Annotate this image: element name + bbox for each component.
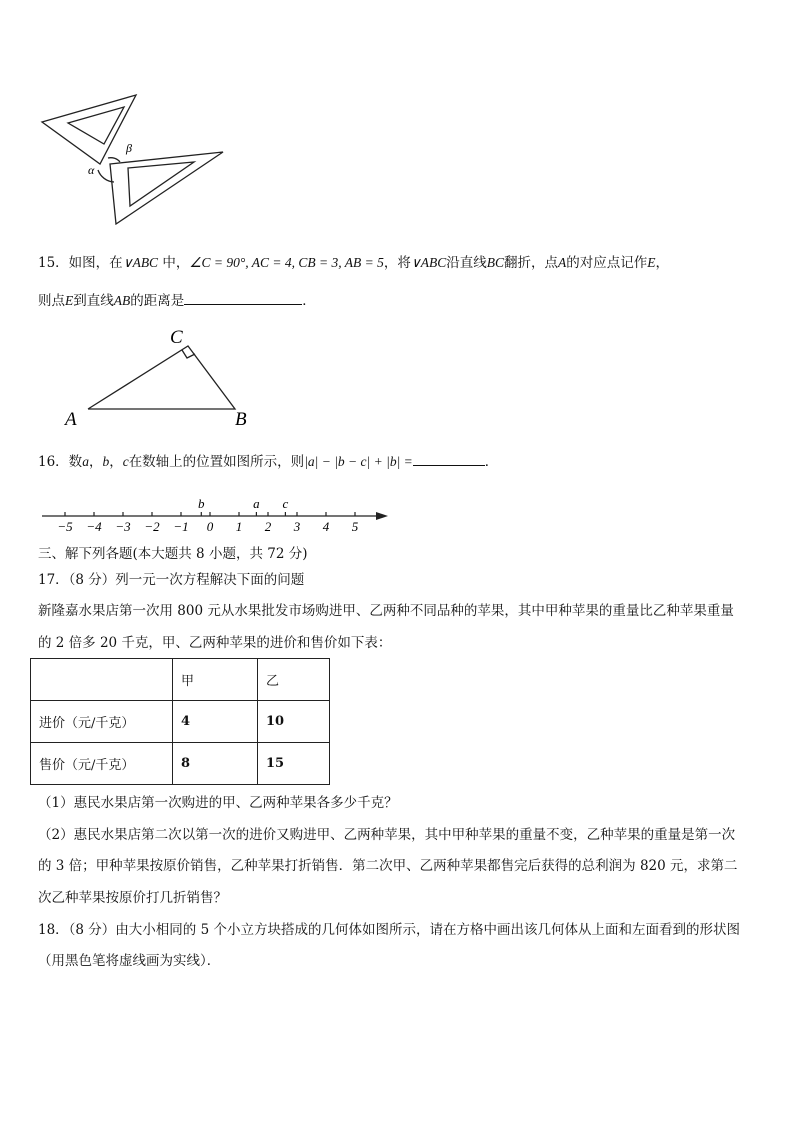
table-header-cell: 甲 <box>173 659 258 701</box>
table-header-cell: 乙 <box>258 659 330 701</box>
triangle-abc <box>88 346 235 409</box>
number-line-point-label: a <box>253 496 260 511</box>
label-b: B <box>235 409 247 430</box>
section-3-heading: 三、解下列各题(本大题共 8 小题，共 72 分) <box>38 546 308 562</box>
price-table <box>30 658 330 785</box>
table-header-cell <box>31 659 173 701</box>
number-line-tick-label: −1 <box>173 519 189 534</box>
number-line-tick-label: 2 <box>264 519 272 534</box>
number-line <box>38 495 398 535</box>
number-line-tick-label: −2 <box>144 519 160 534</box>
angle-beta-arc <box>108 158 120 162</box>
q17-sub-2-line2: 的 3 倍；甲种苹果按原价销售，乙种苹果打折销售．第二次甲、乙两种苹果都售完后获得的总利润为 820 元，求第二 <box>38 858 738 874</box>
number-line-point-label: c <box>282 496 289 511</box>
triangle-rulers-figure <box>38 88 228 228</box>
triangle-abc-figure <box>60 322 260 432</box>
q17-paragraph-1: 新隆嘉水果店第一次用 800 元从水果批发市场购进甲、乙两种不同品种的苹果，其中甲种苹果的重量比乙种苹果重量 <box>38 603 734 619</box>
q17-paragraph-2: 的 2 倍多 20 千克，甲、乙两种苹果的进价和售价如下表： <box>38 635 392 651</box>
q18-line2: （用黑色笔将虚线画为实线）． <box>38 953 221 969</box>
table-row <box>31 743 330 785</box>
q18-line1: 18．（8 分）由大小相同的 5 个小立方块搭成的几何体如图所示，请在方格中画出该几何体从上面和左面看到的形状图 <box>38 922 740 938</box>
number-line-arrow <box>376 512 388 520</box>
number-line-tick-label: 1 <box>235 519 243 534</box>
q15-line1: 15．如图，在∨ABC 中，∠C = 90°, AC = 4, CB = 3, AB = 5，将∨ABC沿直线BC翻折，点A的对应点记作E， <box>38 255 669 271</box>
q17-sub-2-line1: （2）惠民水果店第二次以第一次的进价又购进甲、乙两种苹果，其中甲种苹果的重量不变，乙种苹果的重量是第一次 <box>38 827 736 843</box>
alpha-label: α <box>88 163 95 177</box>
q15-line2: 则点E到直线AB的距离是 ． <box>38 290 316 311</box>
number-line-tick-label: 4 <box>322 519 330 534</box>
ruler-2-inner <box>128 162 194 206</box>
beta-label: β <box>126 141 132 155</box>
q16-line: 16．数a，b，c在数轴上的位置如图所示，则|a| − |b − c| + |b| = ． <box>38 451 498 472</box>
q17-sub-1: （1）惠民水果店第一次购进的甲、乙两种苹果各多少千克？ <box>38 795 398 811</box>
q17-title: 17．（8 分）列一元一次方程解决下面的问题 <box>38 572 305 588</box>
number-line-tick-label: −4 <box>86 519 102 534</box>
table-cell: 10 <box>258 701 330 743</box>
number-line-tick-label: 0 <box>206 519 214 534</box>
q15-answer-blank[interactable] <box>184 290 302 305</box>
table-cell: 4 <box>173 701 258 743</box>
table-cell: 8 <box>173 743 258 785</box>
number-line-tick-label: −5 <box>57 519 73 534</box>
table-cell: 进价（元/千克） <box>31 701 173 743</box>
table-header-row <box>31 659 330 701</box>
q17-sub-2-line3: 次乙种苹果按原价打几折销售？ <box>38 890 227 906</box>
number-line-tick-label: 3 <box>293 519 301 534</box>
label-a: A <box>65 409 77 430</box>
number-line-tick-label: −3 <box>115 519 131 534</box>
ruler-1-outer <box>42 95 136 164</box>
ruler-2-outer <box>110 152 223 224</box>
table-cell: 15 <box>258 743 330 785</box>
table-row <box>31 701 330 743</box>
q16-answer-blank[interactable] <box>413 451 485 466</box>
right-angle-mark <box>182 350 195 358</box>
number-line-tick-label: 5 <box>351 519 359 534</box>
table-cell: 售价（元/千克） <box>31 743 173 785</box>
label-c: C <box>170 327 183 348</box>
number-line-point-label: b <box>198 496 205 511</box>
